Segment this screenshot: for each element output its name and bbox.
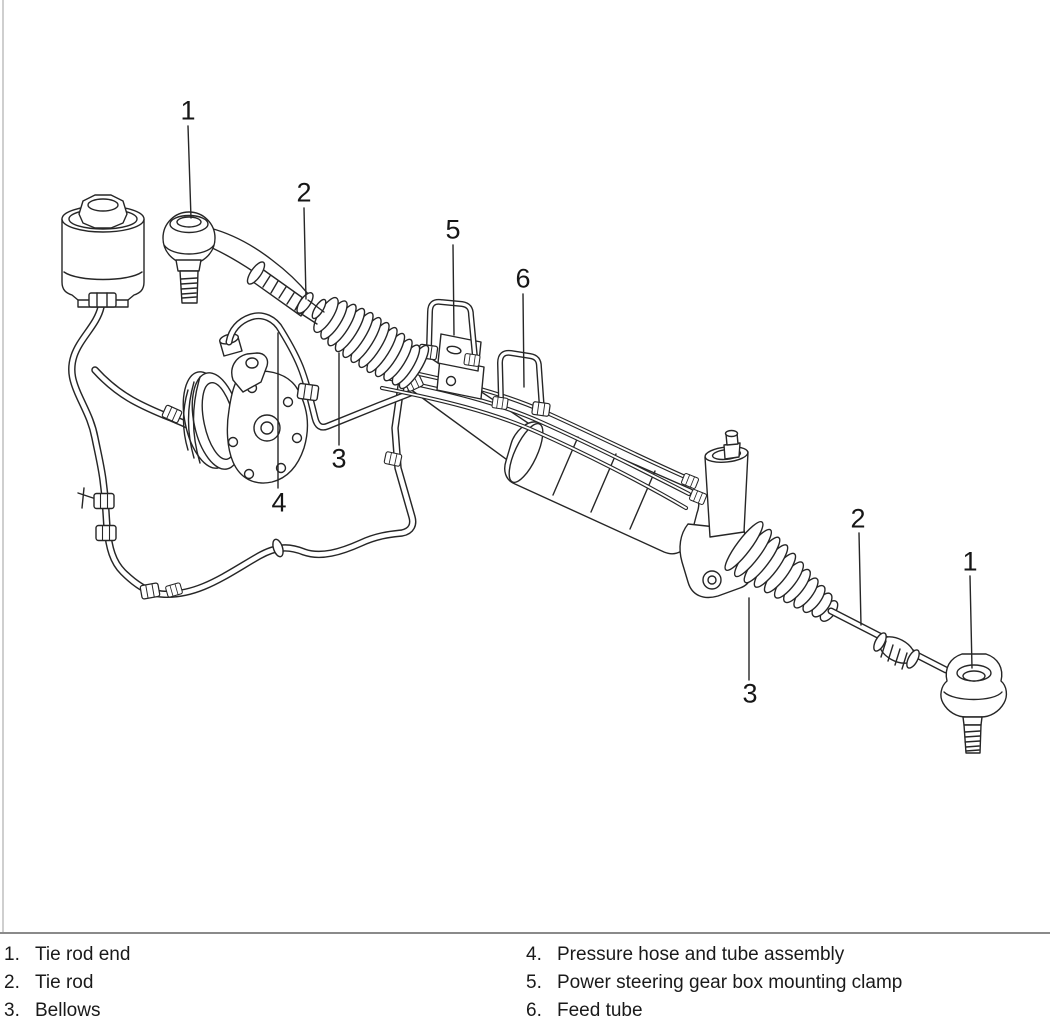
- legend-item-1: [4, 941, 130, 969]
- tube-fitting: [464, 353, 480, 366]
- callout-2-right: 2: [850, 503, 866, 534]
- tie-rod-end-right: [941, 654, 1006, 753]
- legend-separator-line: [0, 932, 1050, 934]
- legend-item-2: [4, 969, 130, 997]
- legend-column-left: [4, 941, 130, 1017]
- hose-clamp: [94, 494, 114, 509]
- callout-1-right: 1: [962, 546, 978, 577]
- tie-rod-end-left: [163, 212, 215, 303]
- callout-5: 5: [445, 214, 461, 245]
- leader-lines: [188, 126, 972, 680]
- legend-item-4: [526, 941, 902, 969]
- callout-3-left: 3: [331, 443, 347, 474]
- legend-text: Pressure hose and tube assembly: [557, 944, 845, 965]
- legend-num: 2.: [4, 972, 20, 993]
- callout-4: 4: [271, 487, 287, 518]
- legend-item-6: [526, 997, 902, 1017]
- power-steering-pump: [175, 332, 307, 483]
- legend-item-3: [4, 997, 130, 1017]
- tie-rod-right: [831, 611, 946, 670]
- legend-column-right: [526, 941, 902, 1017]
- legend-num: 6.: [526, 1000, 542, 1017]
- legend-num: 4.: [526, 944, 542, 965]
- legend-text: Tie rod: [35, 972, 94, 993]
- hose-clamp: [140, 583, 160, 599]
- tube-fitting: [492, 396, 508, 409]
- legend-text: Tie rod end: [35, 944, 131, 965]
- callout-1-upper-left: 1: [180, 95, 196, 126]
- callout-3-right: 3: [742, 678, 758, 709]
- legend-num: 1.: [4, 944, 20, 965]
- legend-text: Bellows: [35, 1000, 101, 1017]
- hose-clamp: [96, 526, 116, 541]
- page-left-border: [2, 0, 4, 933]
- tube-fitting: [532, 402, 551, 417]
- bellows-left: [309, 294, 433, 392]
- legend-num: 3.: [4, 1000, 20, 1017]
- callout-6: 6: [515, 263, 531, 294]
- callout-2-upper-left: 2: [296, 177, 312, 208]
- legend-item-5: [526, 969, 902, 997]
- hose-clamp: [297, 383, 319, 401]
- fluid-reservoir: [62, 195, 144, 307]
- legend-text: Power steering gear box mounting clamp: [557, 972, 903, 993]
- hose-clamp: [384, 451, 402, 466]
- legend-num: 5.: [526, 972, 542, 993]
- legend-text: Feed tube: [557, 1000, 643, 1017]
